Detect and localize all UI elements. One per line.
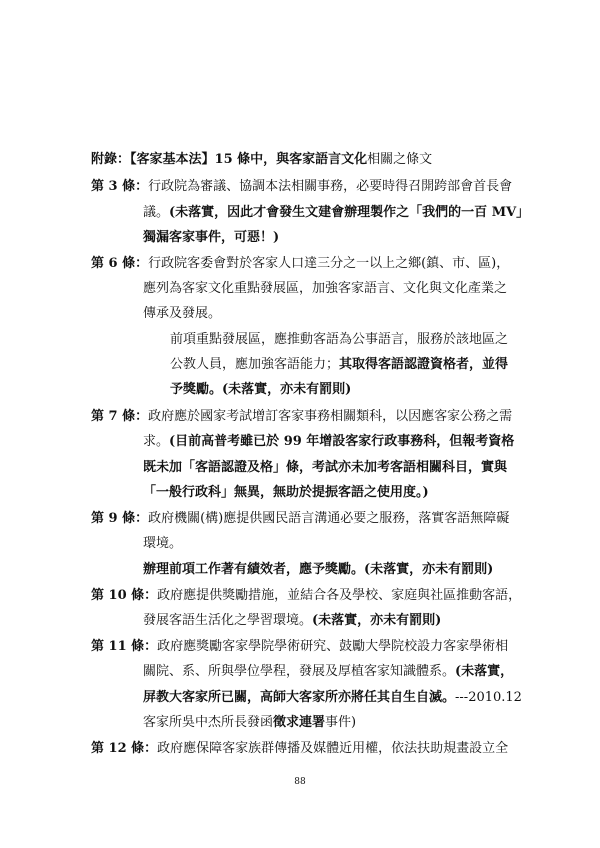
article-11-text-4a: 客家所吳中杰所長發函 xyxy=(143,715,274,730)
article-10-line-2 xyxy=(143,612,441,630)
article-6-para-line-1: 前項重點發展區，應推動客語為公事語言，服務於該地區之 xyxy=(170,332,509,347)
article-10-text-2a: 發展客語生活化之學習環境。 xyxy=(143,613,313,628)
article-11-line-1 xyxy=(91,638,508,656)
article-11-note-4b: 徵求連署 xyxy=(273,715,326,730)
heading-topic: 客家語言文化 xyxy=(289,152,368,167)
article-7-text-2a: 求。 xyxy=(143,434,170,449)
article-11-label: 第 11 條： xyxy=(91,639,158,654)
article-10-text-1: 政府應提供獎勵措施，並結合各及學校、家庭與社區推動客語， xyxy=(157,588,522,603)
article-7-text-1: 政府應於國家考試增訂客家事務相關類科，以因應客家公務之需 xyxy=(148,409,513,424)
article-6-para-text-2a: 公教人員，應加強客語能力； xyxy=(170,357,340,372)
article-3-note-2b: (未落實，因此才會發生文建會辦理製作之「我們的一百 MV」 xyxy=(169,205,530,220)
article-6-text-1: 行政院客委會對於客家人口達三分之一以上之鄉(鎮、市、區)， xyxy=(148,256,510,271)
article-6-para-line-2 xyxy=(170,356,508,374)
article-10-label: 第 10 條： xyxy=(91,588,158,603)
article-9-para-line-1: 辦理前項工作著有績效者，應予獎勵。(未落實，亦未有罰則) xyxy=(143,562,494,577)
page-number: 88 xyxy=(294,777,306,787)
article-11-note-3a: 屏教大客家所已關，高師大客家所亦將任其自生自滅。 xyxy=(143,690,456,705)
article-6-line-3: 傳承及發展。 xyxy=(143,306,222,321)
article-10-line-1 xyxy=(91,587,521,605)
article-3-text-2a: 議。 xyxy=(143,205,170,220)
article-9-line-2: 環境。 xyxy=(143,536,183,551)
article-3-label: 第 3 條： xyxy=(91,179,149,194)
article-6-para-note-2b: 其取得客語認證資格者，並得 xyxy=(339,357,509,372)
heading-suffix: 相關之條文 xyxy=(367,152,433,167)
article-3-line-3: 獨漏客家事件，可惡！) xyxy=(143,230,280,245)
article-9-line-1 xyxy=(91,510,509,528)
article-6-para-line-3: 予獎勵。(未落實，亦未有罰則) xyxy=(170,382,352,397)
article-7-line-2 xyxy=(143,433,514,451)
article-7-line-1 xyxy=(91,408,512,426)
appendix-heading xyxy=(91,151,432,169)
article-7-line-3: 既未加「客語認證及格」條，考試亦未加考客語相關科目，實與 xyxy=(143,460,508,475)
article-7-note-2b: (目前高普考雖已於 99 年增設客家行政事務科，但報考資格 xyxy=(169,434,515,449)
article-12-line-1 xyxy=(91,740,508,758)
article-11-note-2b: (未落實， xyxy=(455,664,514,679)
article-9-text-1: 政府機關(構)應提供國民語言溝通必要之服務，落實客語無障礙 xyxy=(148,511,510,526)
article-9-label: 第 9 條： xyxy=(91,511,149,526)
article-11-text-2a: 關院、系、所與學位學程，發展及厚植客家知識體系。 xyxy=(143,664,456,679)
article-11-line-4 xyxy=(143,714,356,732)
article-11-line-2 xyxy=(143,663,513,681)
article-3-line-1 xyxy=(91,178,512,196)
article-11-text-1: 政府應獎勵客家學院學術研究、鼓勵大學院校設力客家學術相 xyxy=(157,639,509,654)
article-12-label: 第 12 條： xyxy=(91,741,158,756)
article-11-text-4c: 事件) xyxy=(325,715,357,730)
article-6-line-2: 應列為客家文化重點發展區，加強客家語言、文化與文化產業之 xyxy=(143,281,508,296)
article-6-label: 第 6 條： xyxy=(91,256,149,271)
article-11-line-3 xyxy=(143,689,522,707)
article-7-line-4: 「一般行政科」無異，無助於提振客語之使用度。) xyxy=(143,485,429,500)
article-10-note-2b: (未落實，亦未有罰則) xyxy=(312,613,442,628)
heading-prefix: 附錄：【 xyxy=(91,152,137,167)
article-11-date-3b: ---2010.12 xyxy=(455,690,522,705)
article-3-text-1: 行政院為審議、協調本法相關事務，必要時得召開跨部會首長會 xyxy=(148,179,513,194)
article-12-text-1: 政府應保障客家族群傳播及媒體近用權，依法扶助規畫設立全 xyxy=(157,741,509,756)
heading-mid: 】15 條中，與 xyxy=(201,152,290,167)
article-3-line-2 xyxy=(143,204,529,222)
article-6-line-1 xyxy=(91,255,509,273)
heading-law-name: 客家基本法 xyxy=(136,152,202,167)
article-7-label: 第 7 條： xyxy=(91,409,149,424)
